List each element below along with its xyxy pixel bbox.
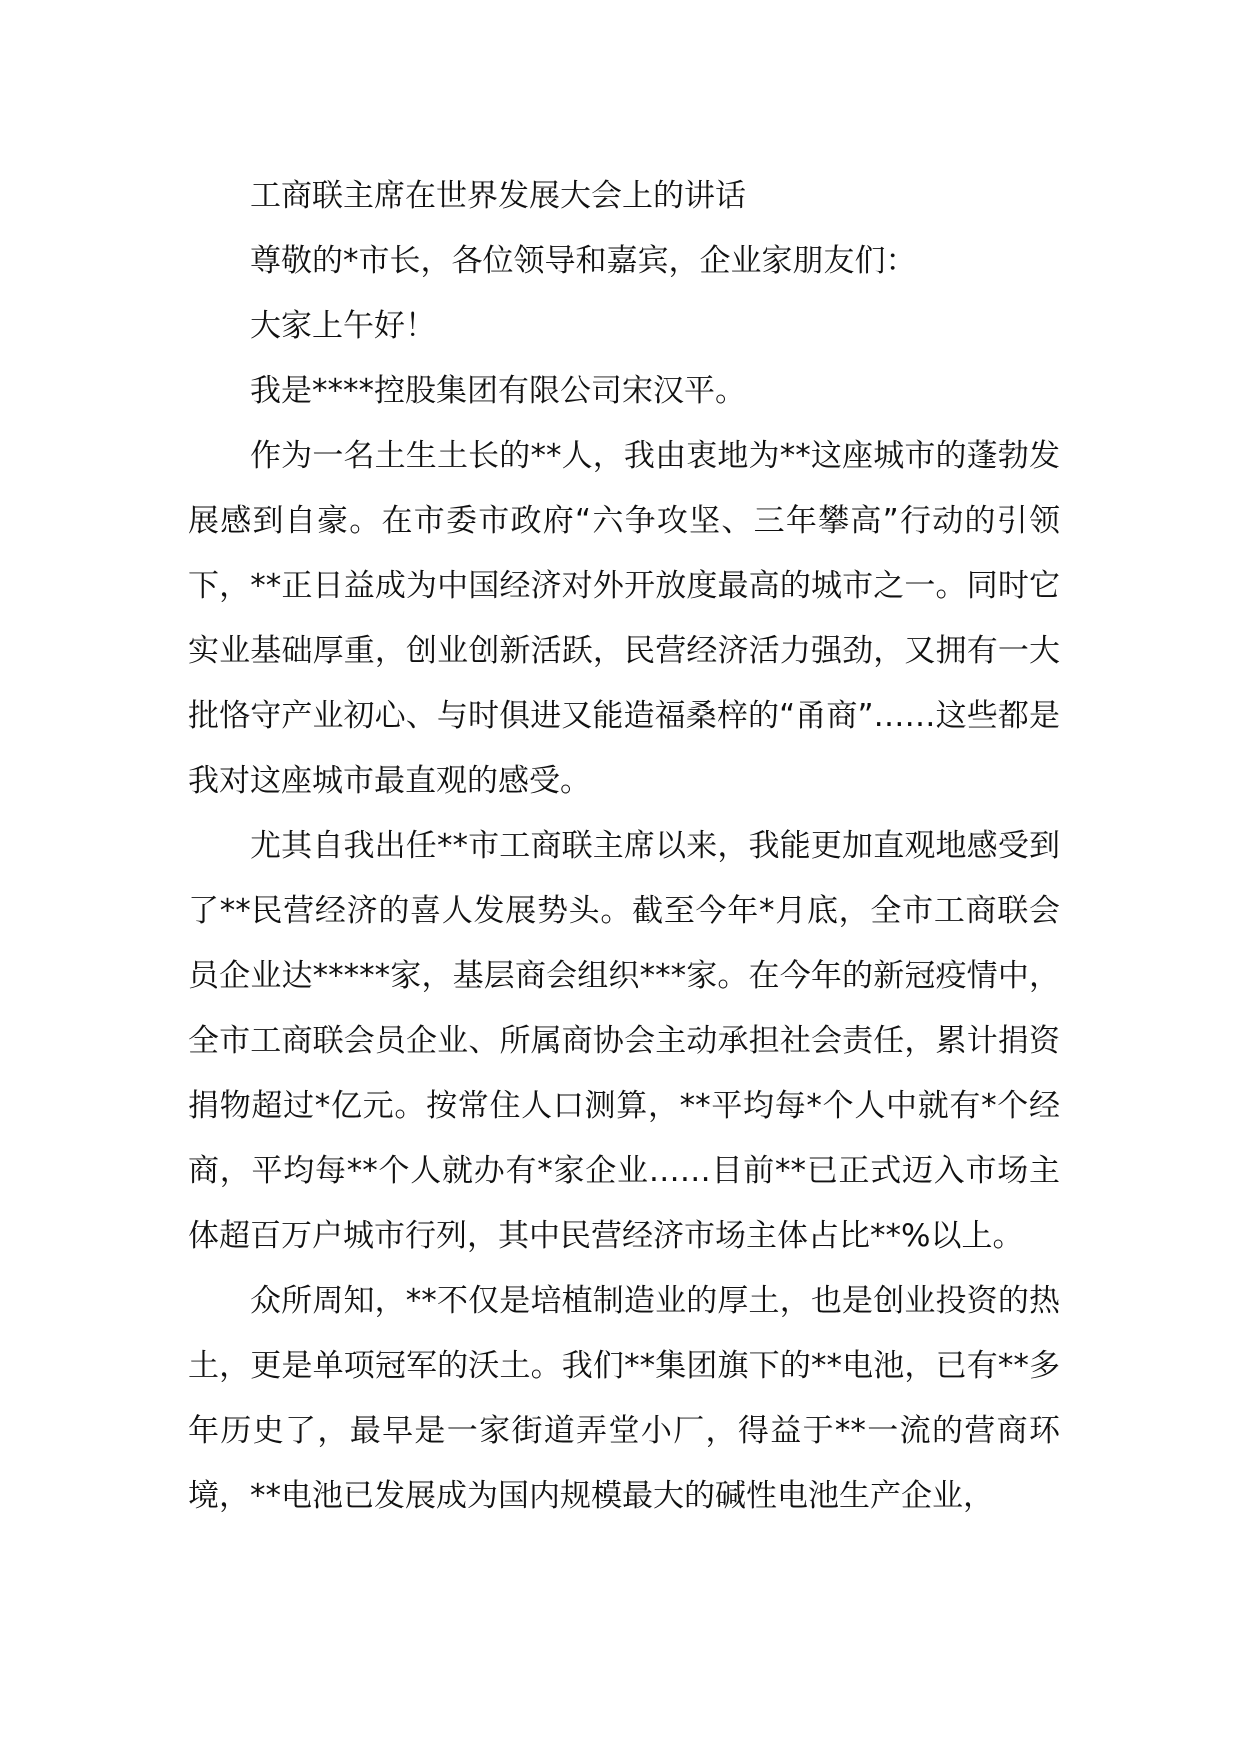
paragraph-private-economy: 尤其自我出任**市工商联主席以来，我能更加直观地感受到了**民营经济的喜人发展势头。截至今年*月底，全市工商联会员企业达*****家，基层商会组织***家。在今年的新冠疫情中，全市工商联会员企业、所属商协会主动承担社会责任，累计捐资捐物超过*亿元。按常住人口测算，**平均每*个人中就有*个经商，平均每**个人就办有*家企业……目前**已正式迈入市场主体超百万户城市行列，其中民营经济市场主体占比**%以上。 (188, 828, 1060, 1254)
self-introduction: 我是****控股集团有限公司宋汉平。 (250, 373, 746, 409)
greeting: 大家上午好！ (250, 308, 436, 344)
document-body (188, 164, 1060, 1529)
paragraph-battery-company: 众所周知，**不仅是培植制造业的厚土，也是创业投资的热土，更是单项冠军的沃土。我们**集团旗下的**电池，已有**多年历史了，最早是一家街道弄堂小厂，得益于**一流的营商环境，**电池已发展成为国内规模最大的碱性电池生产企业， (188, 1283, 1060, 1514)
salutation: 尊敬的*市长，各位领导和嘉宾，企业家朋友们： (250, 243, 917, 279)
speech-title: 工商联主席在世界发展大会上的讲话 (250, 178, 746, 214)
paragraph-city-pride: 作为一名土生土长的**人，我由衷地为**这座城市的蓬勃发展感到自豪。在市委市政府“六争攻坚、三年攀高”行动的引领下，**正日益成为中国经济对外开放度最高的城市之一。同时它实业基础厚重，创业创新活跃，民营经济活力强劲，又拥有一大批恪守产业初心、与时俱进又能造福桑梓的“甬商”……这些都是我对这座城市最直观的感受。 (188, 438, 1060, 799)
